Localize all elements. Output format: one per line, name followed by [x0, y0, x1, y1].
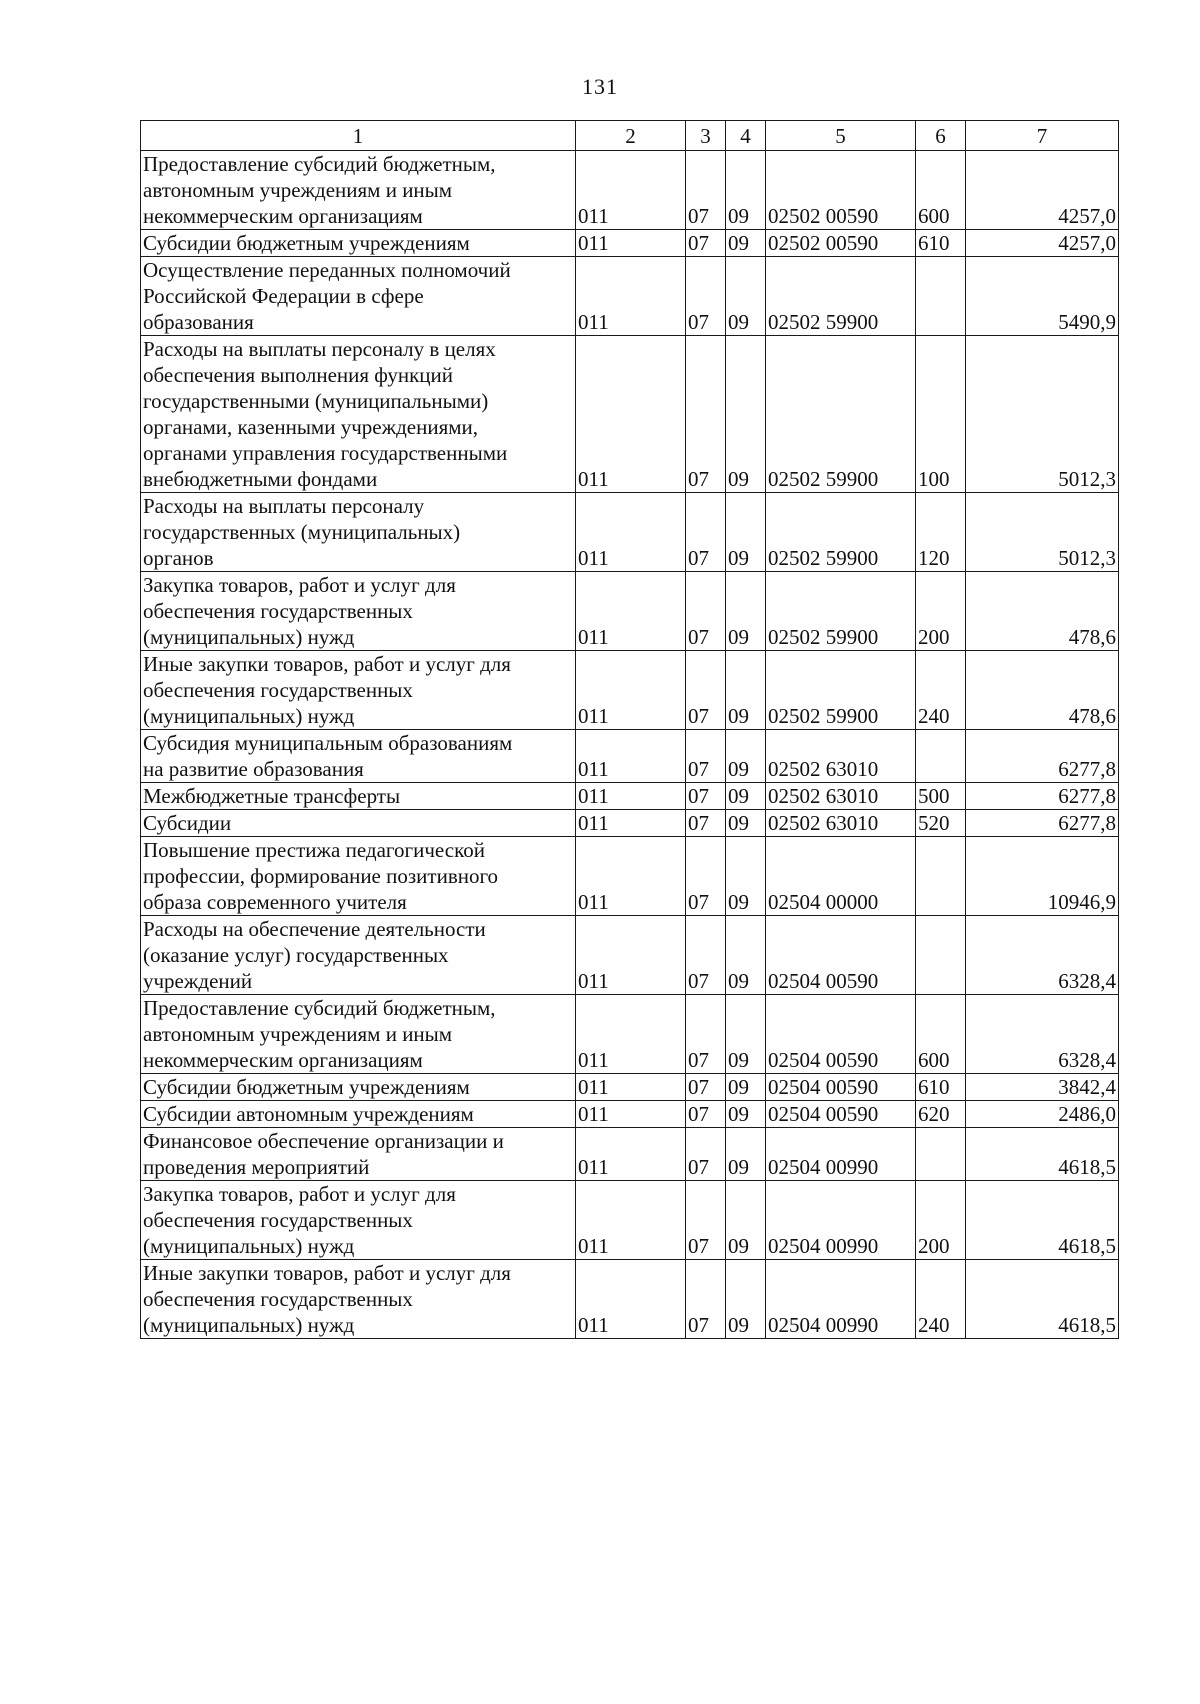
ministry-code-cell: 011 [576, 651, 686, 730]
table-row [141, 916, 1119, 995]
amount-cell: 6277,8 [966, 730, 1119, 783]
section-code-cell: 07 [686, 336, 726, 493]
section-code-cell: 07 [686, 1128, 726, 1181]
column-header: 2 [576, 121, 686, 151]
expense-name-cell: Расходы на выплаты персоналу государственных (муниципальных) органов [141, 493, 576, 572]
target-article-cell: 02504 00590 [766, 1101, 916, 1128]
expense-name-cell: Закупка товаров, работ и услуг для обеспечения государственных (муниципальных) нужд [141, 572, 576, 651]
amount-cell: 6277,8 [966, 810, 1119, 837]
table-row [141, 336, 1119, 493]
table-row [141, 1074, 1119, 1101]
expense-name-cell: Закупка товаров, работ и услуг для обеспечения государственных (муниципальных) нужд [141, 1181, 576, 1260]
ministry-code-cell: 011 [576, 810, 686, 837]
expense-type-cell [916, 837, 966, 916]
amount-cell: 4257,0 [966, 151, 1119, 230]
budget-table [140, 120, 1119, 1339]
target-article-cell: 02504 00590 [766, 1074, 916, 1101]
amount-cell: 478,6 [966, 651, 1119, 730]
ministry-code-cell: 011 [576, 837, 686, 916]
subsection-code-cell: 09 [726, 783, 766, 810]
target-article-cell: 02502 63010 [766, 730, 916, 783]
expense-name-cell: Повышение престижа педагогической профессии, формирование позитивного образа современного учителя [141, 837, 576, 916]
subsection-code-cell: 09 [726, 651, 766, 730]
page-number: 131 [582, 74, 618, 99]
ministry-code-cell: 011 [576, 783, 686, 810]
target-article-cell: 02504 00990 [766, 1128, 916, 1181]
table-row [141, 493, 1119, 572]
table-row [141, 783, 1119, 810]
expense-type-cell: 120 [916, 493, 966, 572]
ministry-code-cell: 011 [576, 151, 686, 230]
column-header: 6 [916, 121, 966, 151]
section-code-cell: 07 [686, 1260, 726, 1339]
table-header-row [141, 121, 1119, 151]
subsection-code-cell: 09 [726, 1181, 766, 1260]
amount-cell: 5490,9 [966, 257, 1119, 336]
section-code-cell: 07 [686, 730, 726, 783]
amount-cell: 5012,3 [966, 493, 1119, 572]
ministry-code-cell: 011 [576, 572, 686, 651]
subsection-code-cell: 09 [726, 916, 766, 995]
subsection-code-cell: 09 [726, 230, 766, 257]
table-row [141, 730, 1119, 783]
table-row [141, 151, 1119, 230]
subsection-code-cell: 09 [726, 572, 766, 651]
table-row [141, 651, 1119, 730]
section-code-cell: 07 [686, 783, 726, 810]
expense-name-cell: Расходы на обеспечение деятельности (оказание услуг) государственных учреждений [141, 916, 576, 995]
section-code-cell: 07 [686, 230, 726, 257]
expense-type-cell [916, 916, 966, 995]
ministry-code-cell: 011 [576, 336, 686, 493]
expense-type-cell: 600 [916, 995, 966, 1074]
expense-type-cell: 610 [916, 230, 966, 257]
expense-name-cell: Субсидии бюджетным учреждениям [141, 1074, 576, 1101]
section-code-cell: 07 [686, 257, 726, 336]
subsection-code-cell: 09 [726, 493, 766, 572]
ministry-code-cell: 011 [576, 1181, 686, 1260]
target-article-cell: 02502 59900 [766, 572, 916, 651]
expense-name-cell: Осуществление переданных полномочий Российской Федерации в сфере образования [141, 257, 576, 336]
ministry-code-cell: 011 [576, 995, 686, 1074]
table-row [141, 1101, 1119, 1128]
section-code-cell: 07 [686, 493, 726, 572]
expense-name-cell: Субсидии автономным учреждениям [141, 1101, 576, 1128]
expense-name-cell: Предоставление субсидий бюджетным, автономным учреждениям и иным некоммерческим организациям [141, 995, 576, 1074]
section-code-cell: 07 [686, 916, 726, 995]
table-row [141, 257, 1119, 336]
target-article-cell: 02504 00990 [766, 1181, 916, 1260]
target-article-cell: 02502 63010 [766, 810, 916, 837]
subsection-code-cell: 09 [726, 336, 766, 493]
amount-cell: 4618,5 [966, 1260, 1119, 1339]
column-header: 7 [966, 121, 1119, 151]
ministry-code-cell: 011 [576, 1260, 686, 1339]
amount-cell: 10946,9 [966, 837, 1119, 916]
expense-name-cell: Субсидии [141, 810, 576, 837]
target-article-cell: 02504 00590 [766, 995, 916, 1074]
target-article-cell: 02502 59900 [766, 336, 916, 493]
table-row [141, 837, 1119, 916]
section-code-cell: 07 [686, 151, 726, 230]
expense-type-cell: 240 [916, 1260, 966, 1339]
target-article-cell: 02502 59900 [766, 257, 916, 336]
column-header: 3 [686, 121, 726, 151]
target-article-cell: 02502 59900 [766, 651, 916, 730]
expense-type-cell: 500 [916, 783, 966, 810]
amount-cell: 6328,4 [966, 995, 1119, 1074]
expense-type-cell: 100 [916, 336, 966, 493]
section-code-cell: 07 [686, 651, 726, 730]
table-row [141, 810, 1119, 837]
subsection-code-cell: 09 [726, 810, 766, 837]
amount-cell: 3842,4 [966, 1074, 1119, 1101]
column-header: 5 [766, 121, 916, 151]
amount-cell: 2486,0 [966, 1101, 1119, 1128]
amount-cell: 6328,4 [966, 916, 1119, 995]
ministry-code-cell: 011 [576, 1101, 686, 1128]
section-code-cell: 07 [686, 837, 726, 916]
expense-name-cell: Иные закупки товаров, работ и услуг для обеспечения государственных (муниципальных) нужд [141, 1260, 576, 1339]
expense-type-cell [916, 257, 966, 336]
expense-name-cell: Межбюджетные трансферты [141, 783, 576, 810]
table-row [141, 995, 1119, 1074]
section-code-cell: 07 [686, 1074, 726, 1101]
expense-type-cell: 610 [916, 1074, 966, 1101]
expense-type-cell [916, 1128, 966, 1181]
subsection-code-cell: 09 [726, 151, 766, 230]
column-header: 1 [141, 121, 576, 151]
target-article-cell: 02502 00590 [766, 230, 916, 257]
column-header: 4 [726, 121, 766, 151]
ministry-code-cell: 011 [576, 1074, 686, 1101]
table-row [141, 572, 1119, 651]
expense-name-cell: Расходы на выплаты персоналу в целях обеспечения выполнения функций государственными (муниципальными) органами, казенными учреждениями, органами управления государственными внебюджетными фондами [141, 336, 576, 493]
table-body [141, 151, 1119, 1339]
target-article-cell: 02504 00000 [766, 837, 916, 916]
subsection-code-cell: 09 [726, 1128, 766, 1181]
ministry-code-cell: 011 [576, 493, 686, 572]
table-row [141, 230, 1119, 257]
amount-cell: 5012,3 [966, 336, 1119, 493]
subsection-code-cell: 09 [726, 730, 766, 783]
section-code-cell: 07 [686, 995, 726, 1074]
ministry-code-cell: 011 [576, 916, 686, 995]
subsection-code-cell: 09 [726, 1260, 766, 1339]
target-article-cell: 02502 00590 [766, 151, 916, 230]
amount-cell: 478,6 [966, 572, 1119, 651]
expense-name-cell: Предоставление субсидий бюджетным, автономным учреждениям и иным некоммерческим организациям [141, 151, 576, 230]
ministry-code-cell: 011 [576, 730, 686, 783]
expense-type-cell [916, 730, 966, 783]
subsection-code-cell: 09 [726, 995, 766, 1074]
expense-type-cell: 240 [916, 651, 966, 730]
section-code-cell: 07 [686, 572, 726, 651]
table-row [141, 1128, 1119, 1181]
section-code-cell: 07 [686, 1181, 726, 1260]
expense-type-cell: 600 [916, 151, 966, 230]
amount-cell: 4618,5 [966, 1128, 1119, 1181]
expense-type-cell: 520 [916, 810, 966, 837]
section-code-cell: 07 [686, 1101, 726, 1128]
expense-type-cell: 620 [916, 1101, 966, 1128]
target-article-cell: 02504 00990 [766, 1260, 916, 1339]
table-row [141, 1181, 1119, 1260]
subsection-code-cell: 09 [726, 257, 766, 336]
target-article-cell: 02504 00590 [766, 916, 916, 995]
section-code-cell: 07 [686, 810, 726, 837]
amount-cell: 4257,0 [966, 230, 1119, 257]
table-row [141, 1260, 1119, 1339]
expense-name-cell: Субсидии бюджетным учреждениям [141, 230, 576, 257]
ministry-code-cell: 011 [576, 230, 686, 257]
ministry-code-cell: 011 [576, 1128, 686, 1181]
ministry-code-cell: 011 [576, 257, 686, 336]
subsection-code-cell: 09 [726, 1101, 766, 1128]
amount-cell: 6277,8 [966, 783, 1119, 810]
expense-type-cell: 200 [916, 1181, 966, 1260]
expense-type-cell: 200 [916, 572, 966, 651]
amount-cell: 4618,5 [966, 1181, 1119, 1260]
expense-name-cell: Иные закупки товаров, работ и услуг для обеспечения государственных (муниципальных) нужд [141, 651, 576, 730]
expense-name-cell: Финансовое обеспечение организации и проведения мероприятий [141, 1128, 576, 1181]
target-article-cell: 02502 63010 [766, 783, 916, 810]
subsection-code-cell: 09 [726, 1074, 766, 1101]
expense-name-cell: Субсидия муниципальным образованиям на развитие образования [141, 730, 576, 783]
target-article-cell: 02502 59900 [766, 493, 916, 572]
subsection-code-cell: 09 [726, 837, 766, 916]
